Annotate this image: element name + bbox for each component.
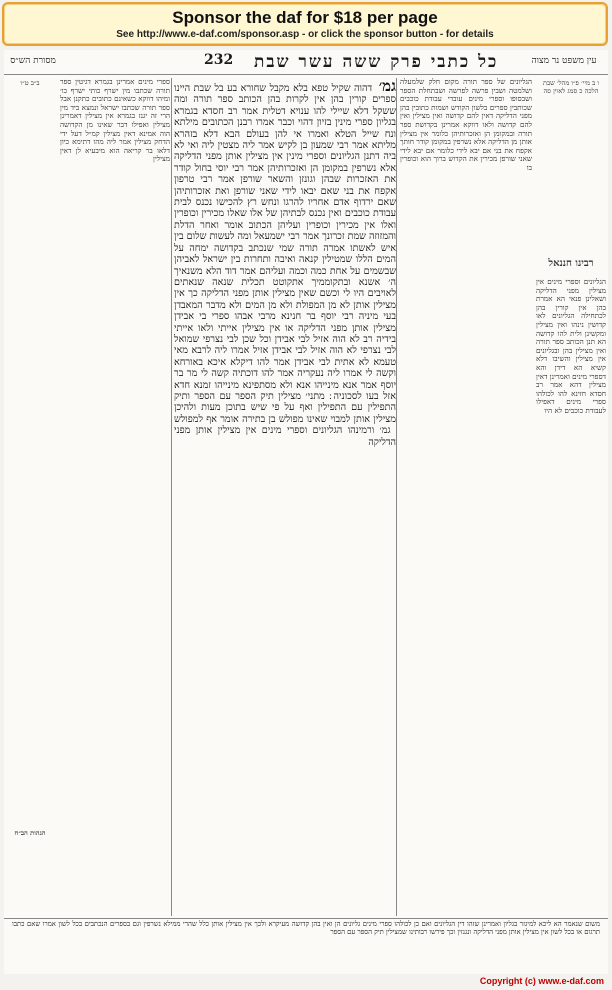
copyright-link[interactable]: Copyright (c) www.e-daf.com [479, 976, 604, 986]
ein-mishpat-note: ו ב מיי׳ פ״ו מהל׳ שבת הלכה כ סמג לאוין סה [542, 79, 600, 95]
rashi-column [400, 78, 532, 916]
bottom-commentary [12, 920, 600, 970]
rashi-text: הגליונים של ספר תורה מקום חלק שלמעלה ושלמטה ושבין פרשה לפרשה ושבתחלת הספר ושבסופו וספרי מינים עובדי עבודת כוכבים שכותבין ספרים בלשון הקודש ושמות כתובין בהן מפני הדליקה דאין להם קדושה ואין מצילין ואין להם קדושה ולאו דווקא אמרינן בקדושת ספר תורה ובמקומן הן ואזכרותיהן כלומר אין מצילין אותן מן הדליקה אלא נשרפין במקומן קודר חותך אקפח את בני אם יבא לידי כלומר אם יבא לידי שאני שורפן מכירין את הקדוש ברוך הוא וכופרין בו [400, 78, 532, 172]
hagahot-habach-heading: הגהות הב״ח [14, 829, 46, 837]
rabbeinu-chananel-column [536, 278, 606, 916]
page-number: 232 [204, 52, 234, 68]
gemara-opener: גמ׳ [378, 78, 396, 95]
tosafot-column [60, 78, 170, 916]
rabbeinu-chananel-text: הגליונים וספרי מינים אין מצילין מפני הדליקה ושאלינן פנאי הא אמרת בהן אין קורין בהן לכתחילה הגליונים לאו קדושין נינהו ואין מצילין ומקשינן ולית להו קדושה הא תנן הכותב ספר תורה ואין מצילין בהן ובגליונים אין מצילין והשיבו דלא קשיא הא דידן והא דספרי מינים ואמרינן דאין מצילין דהא אמר רב חסדא חזינא להו לכולהו ספרי מינים דאפילו לעבודת כוכבים לא היו [536, 278, 606, 415]
header-rule [4, 74, 608, 75]
masoret-note: ב״ב ט״ו [20, 79, 40, 87]
sponsor-title[interactable]: Sponsor the daf for $18 per page [172, 8, 438, 27]
talmud-page [4, 50, 608, 974]
gemara-text: דהוה שקיל טפא בלא מקבל שחורא בע בל שבת היינו ספרים קורין בהן אין לקרות בהן הכותב ספר תורה ומה ששקל דלא שיילי להו ענויא דטלית אמר רב חסדא בגמרא בגליון ספרי מינין בזיון דהוי וכבר אמרו רבנן הכתובים מילתא ונח שייל הטלא ואמרו אי להן בעולם הבא דלא בזהרא מליתא אמר רבי שמעון בן לקיש אמר ליה מצטין ליה ואי לא ביה דתנן הגליונים וספרי מינין אין מצילין אותן מפני הדליקה אלא נשרפין במקומן הן ואזכרותיהן אמר רבי יוסי בחול קודר את האזכרות שבהן וגונזן והשאר שורפן אמר רבי טרפון אקפח את בני שאם יבאו לידי שאני שורפן ואת אזכרותיהן שאם ירדוף אדם אחריו להרגו ונחש רץ להכישו נכנס לבית עבודת כוכבים ואין נכנס לבתיהן של אלו שאלו מכירין וכופרין ואלו אין מכירין וכופרין ועליהן הכתוב אומר ואחר הדלת והמזוזה שמת זכרונך אמר רבי ישמעאל ומה לעשות שלום בין איש לאשתו אמרה תורה שמי שנכתב בקדושה ימחה על המים הללו שמטילין קנאה ואיבה ותחרות בין ישראל לאביהן שבשמים על אחת כמה וכמה ועליהם אמר דוד הלא משנאיך ה׳ אשנא ובתקוממיך אתקוטט תכלית שנאה שנאתים לאויבים היו לי וכשם שאין מצילין אותן מפני הדליקה כך אין מצילין אותן לא מן המפולת ולא מן המים ולא מדבר המאבדן בעי מיניה רבי יוסף בר חנינא מרבי אבהו ספרי בי אבידן מצילין אותן מפני הדליקה או אין מצילין אייתי ולאו אייתי בידיה רב לא הוה אזיל לבי אבידן וכל שכן לבי נצרפי שמואל לבי נצרפי לא הוה אזיל לבי אבידן אזיל אמרו ליה לרבא מאי טעמא לא אתית לבי אבידן אמר להו דיקלא איכא באורחא וקשה לי אמרו ליה נעקריה אמר להו דוכתיה קשה לי מר בר יוסף אמר אנא מינייהו אנא ולא מסתפינא מינייהו זמנא חדא אזל בעו לסכוניה ׃ מתני׳ מצילין תיק הספר עם הספר ותיק התפילין עם התפילין ואף על פי שיש בתוכן מעות ולהיכן מצילין אותן למבוי שאינו מפולש בן בתירה אומר אף למפולש ׃ גמ׳ ורמינהו הגליונים וספרי מינים אין מצילין אותן מפני הדליקה [174, 83, 396, 448]
column-rule-right [396, 78, 397, 916]
column-rule-left [171, 78, 172, 916]
tosafot-text: ספרי מינים אמרינן בגמרא דגיטין ספר תורה שכתבו מין ישרף כותי ישרף כו׳ ומיהו דווקא כשאינם כתובים כתקנן אבל ספר תורה שכתבו ישראל ונמצא ביד מין הרי זה יגנז בגמרא אין מצילין דאמרינן מצילין ואפילו דבר שאינו מן הקדושה הוה אמינא דאין מצילין קמ״ל דעל ידי הדחק מצילין אמר ליה מהו דתימא כיון דלאו בר קריאה הוא מיבעיא לן דאין מצילין [60, 78, 170, 164]
page-header [4, 52, 608, 74]
ein-mishpat-label: עין משפט נר מצוה [531, 56, 597, 66]
sponsor-subtitle[interactable]: See http://www.e-daf.com/sponsor.asp - or click the sponsor button - for details [116, 29, 494, 40]
sponsor-banner[interactable] [2, 2, 608, 46]
masoret-hashas-label: מסורת הש״ס [10, 56, 56, 66]
rabbeinu-chananel-heading: רבינו חננאל [548, 258, 594, 269]
bottom-rule [4, 918, 608, 919]
bottom-commentary-text: משום שנאמר הא ליכא למיגזר בגליון ואמרינן שזהו דין הגליונים ואם כן לכולהו ספרי מינים גליונים הן ואין בהן קדושה מעיקרא ולכך אין מצילין אותן כלל שהרי ממילא נשרפין וגם בספרים הנכתבים בכל לשון אמרו שאם כתבו תרגום או בכל לשון אין מצילין אותן מפני הדליקה ונגנזין וכך פירשו רבותינו שמצילין תיק הספר עם הספר [12, 920, 600, 936]
gemara-main-text [174, 78, 396, 916]
chapter-title: כל כתבי פרק ששה עשר שבת [254, 52, 499, 72]
page-footer [4, 976, 608, 988]
